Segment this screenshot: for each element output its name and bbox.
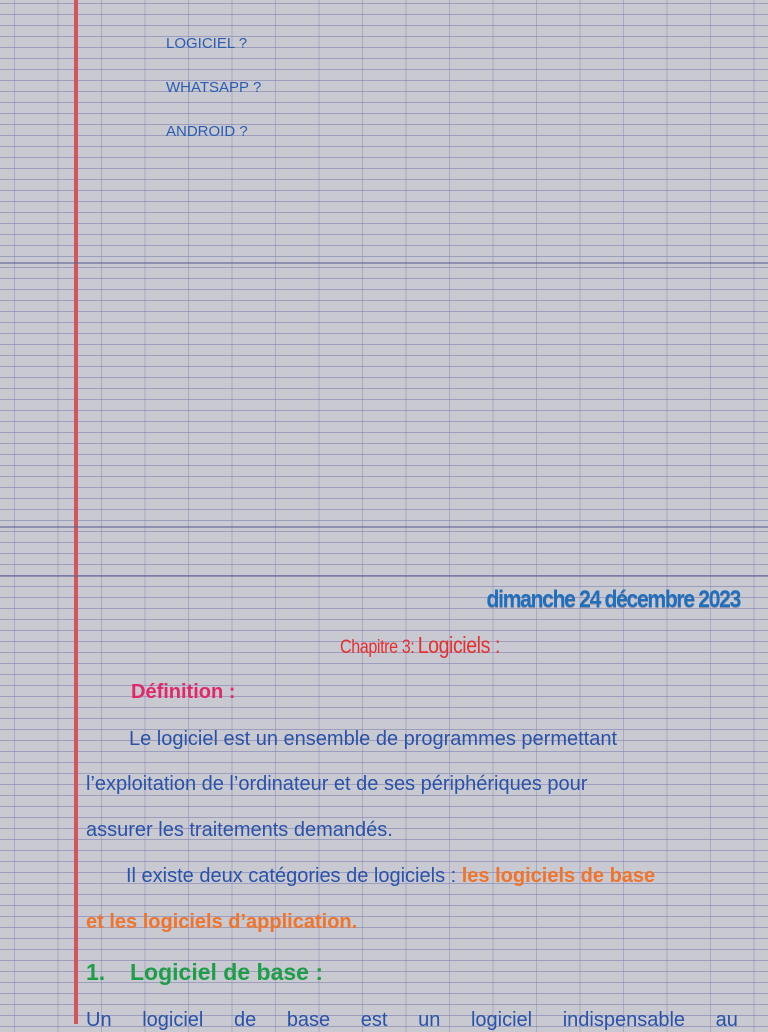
word: base	[286, 1009, 331, 1031]
chapter-title: Logiciels :	[417, 632, 500, 658]
definition-line-1: Le logiciel est un ensemble de programmes permettant	[129, 728, 618, 750]
categories-intro: Il existe deux catégories de logiciels :	[126, 865, 462, 887]
question-whatsapp: WHATSAPP ?	[166, 79, 262, 96]
categories-highlight-base: les logiciels de base	[461, 865, 656, 887]
section-number: 1.	[86, 959, 106, 985]
question-android: ANDROID ?	[166, 123, 248, 140]
section-heading-logiciel-de-base	[86, 959, 323, 986]
word: indispensable	[562, 1009, 686, 1031]
chapter-number: Chapitre 3:	[340, 637, 415, 658]
word: un	[418, 1009, 441, 1031]
lesson-date: dimanche 24 décembre 2023	[486, 586, 740, 613]
page-ruling-line	[0, 526, 768, 528]
page-ruling-line	[0, 575, 768, 577]
page-ruling-line	[0, 262, 768, 264]
definition-line-2: l’exploitation de l’ordinateur et de ses périphériques pour	[86, 773, 588, 795]
word: logiciel	[470, 1009, 533, 1031]
word: est	[360, 1009, 388, 1031]
definition-heading: Définition :	[131, 681, 236, 703]
section-title: Logiciel de base :	[130, 959, 323, 985]
word: de	[233, 1009, 257, 1031]
categories-line-1	[126, 865, 655, 888]
question-logiciel: LOGICIEL ?	[166, 35, 248, 52]
section-body-first-line	[86, 1009, 738, 1032]
chapter-heading	[340, 632, 500, 659]
word: Un	[86, 1009, 112, 1031]
word: logiciel	[142, 1009, 204, 1031]
word: au	[715, 1009, 738, 1031]
definition-line-3: assurer les traitements demandés.	[86, 819, 393, 841]
categories-highlight-application: et les logiciels d’application.	[86, 911, 358, 933]
notebook-margin-line	[74, 0, 78, 1024]
